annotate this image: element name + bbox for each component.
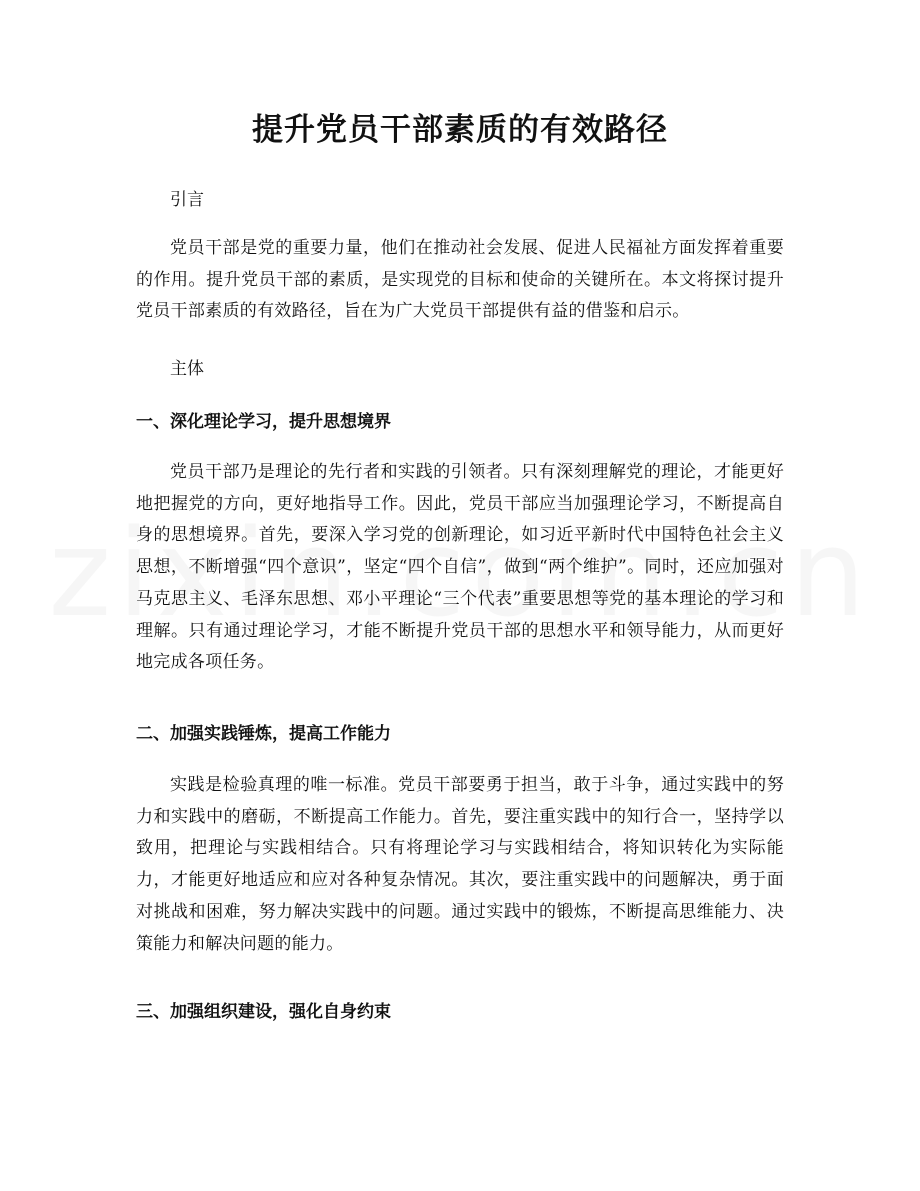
section-paragraph-2: 实践是检验真理的唯一标准。党员干部要勇于担当，敢于斗争，通过实践中的努力和实践中的磨砺，不断提高工作能力。首先，要注重实践中的知行合一，坚持学以致用，把理论与实践相结合。只有将理论学习与实践相结合，将知识转化为实际能力，才能更好地适应和应对各种复杂情况。其次，要注重实践中的问题解决，勇于面对挑战和困难，努力解决实践中的问题。通过实践中的锻炼，不断提高思维能力、决策能力和解决问题的能力。 — [136, 775, 784, 954]
section-paragraph-1: 党员干部乃是理论的先行者和实践的引领者。只有深刻理解党的理论，才能更好地把握党的方向，更好地指导工作。因此，党员干部应当加强理论学习，不断提高自身的思想境界。首先，要深入学习党的创新理论，如习近平新时代中国特色社会主义思想，不断增强“四个意识”，坚定“四个自信”，做到“两个维护”。同时，还应加强对马克思主义、毛泽东思想、邓小平理论“三个代表”重要思想等党的基本理论的学习和理解。只有通过理论学习，才能不断提升党员干部的思想水平和领导能力，从而更好地完成各项任务。 — [136, 462, 784, 673]
intro-paragraph: 党员干部是党的重要力量，他们在推动社会发展、促进人民福祉方面发挥着重要的作用。提升党员干部的素质，是实现党的目标和使命的关键所在。本文将探讨提升党员干部素质的有效路径，旨在为广大党员干部提供有益的借鉴和启示。 — [136, 238, 784, 322]
section-heading-1: 一、深化理论学习，提升思想境界 — [136, 412, 391, 432]
intro-label: 引言 — [170, 190, 204, 210]
document-title: 提升党员干部素质的有效路径 — [252, 112, 668, 148]
section-heading-2: 二、加强实践锤炼，提高工作能力 — [136, 724, 391, 744]
section-heading-3: 三、加强组织建设，强化自身约束 — [136, 1002, 391, 1022]
body-label: 主体 — [170, 359, 204, 379]
